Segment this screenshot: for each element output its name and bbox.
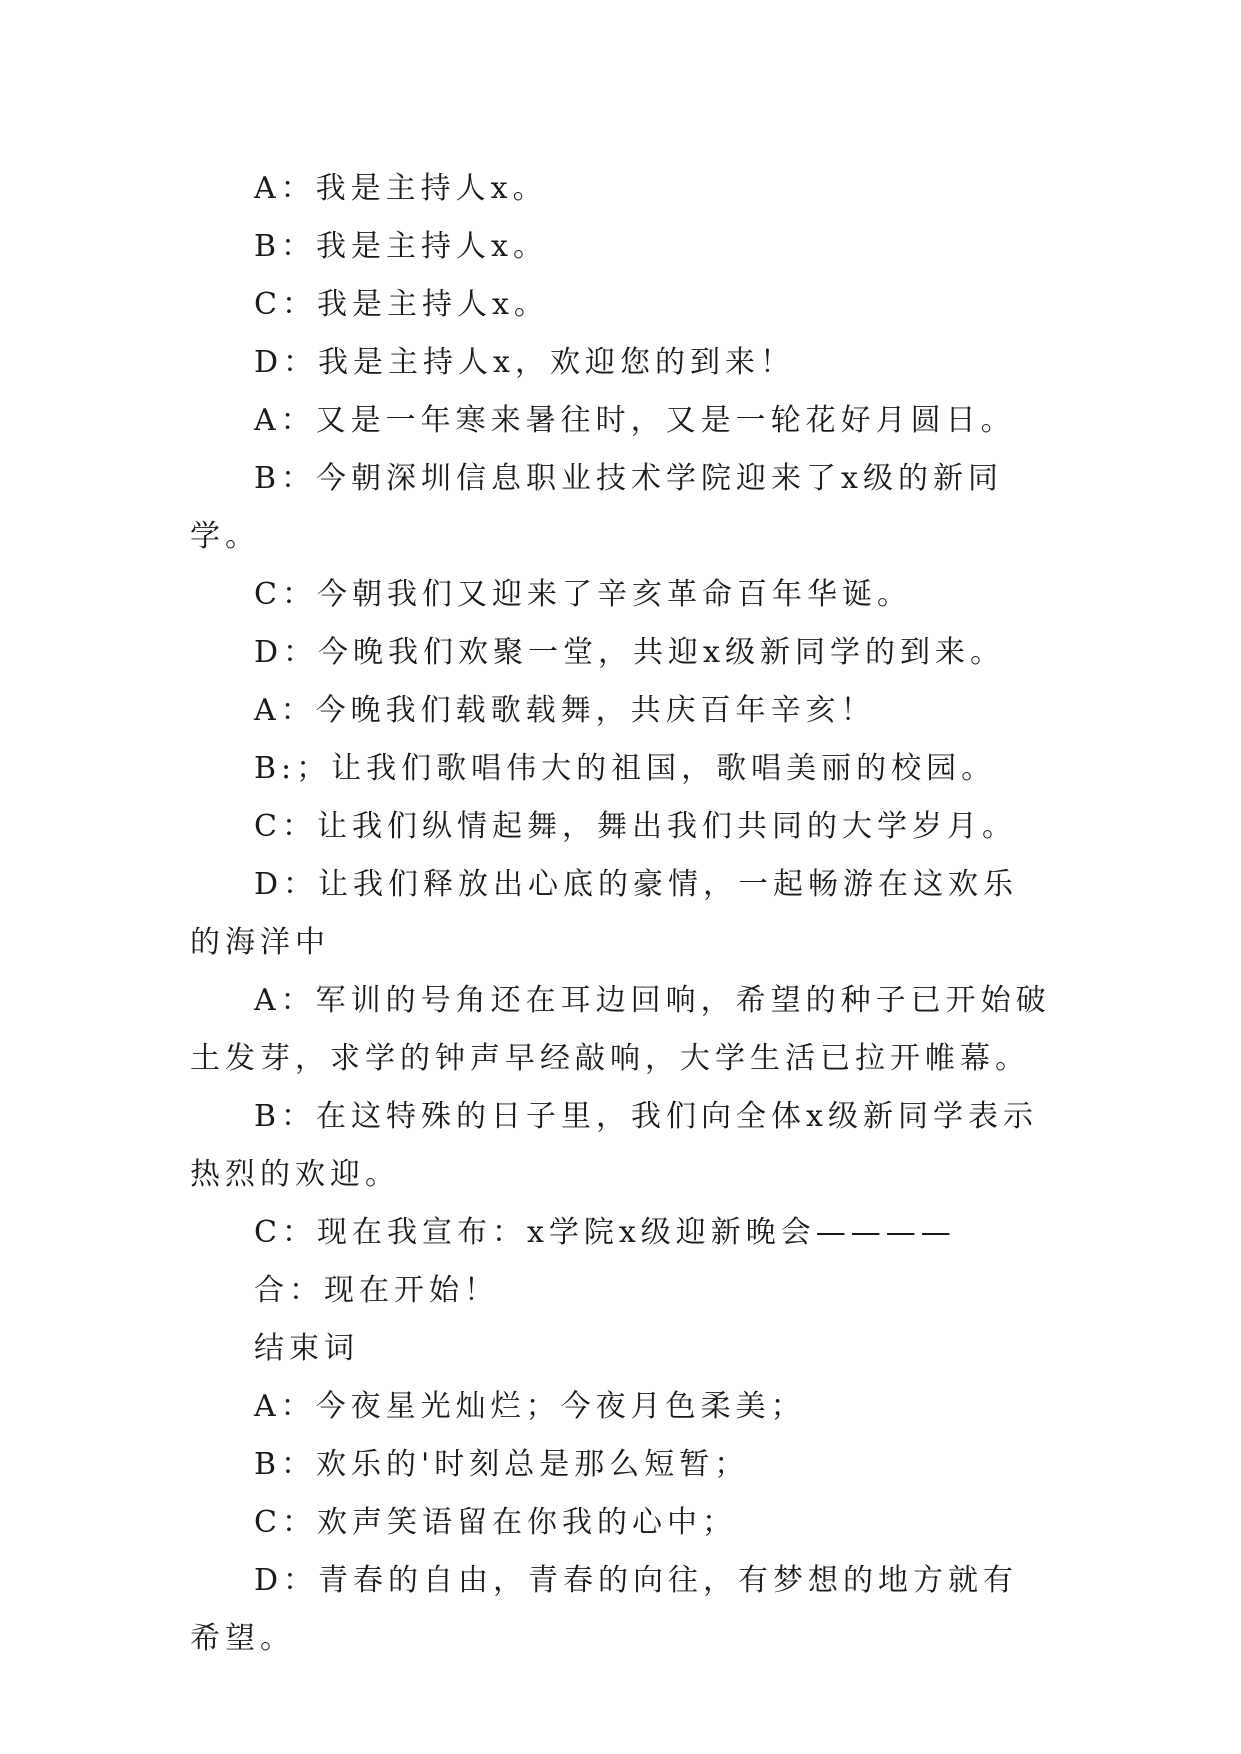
- paragraph: A：又是一年寒来暑往时，又是一轮花好月圆日。: [254, 403, 1016, 438]
- paragraph: B：在这特殊的日子里，我们向全体x级新同学表示热烈的欢迎。: [190, 1099, 1038, 1192]
- paragraph: C：让我们纵情起舞，舞出我们共同的大学岁月。: [254, 809, 1017, 844]
- paragraph: 合：现在开始！: [254, 1273, 499, 1308]
- paragraph: C：我是主持人x。: [254, 287, 549, 322]
- paragraph: A：我是主持人x。: [254, 171, 548, 206]
- paragraph: B：我是主持人x。: [254, 229, 548, 264]
- paragraph: A：军训的号角还在耳边回响，希望的种子已开始破土发芽，求学的钟声早经敲响，大学生活已拉开帷幕。: [190, 983, 1051, 1076]
- paragraph: B:；让我们歌唱伟大的祖国，歌唱美丽的校园。: [254, 751, 997, 786]
- paragraph: A：今夜星光灿烂；今夜月色柔美；: [254, 1389, 806, 1424]
- section-heading: 结束词: [254, 1331, 359, 1366]
- paragraph: D：我是主持人x，欢迎您的到来！: [254, 345, 795, 380]
- paragraph: B：欢乐的'时刻总是那么短暂；: [254, 1447, 750, 1482]
- paragraph: C：欢声笑语留在你我的心中；: [254, 1505, 737, 1540]
- document-body: [190, 160, 1052, 1668]
- paragraph: B：今朝深圳信息职业技术学院迎来了x级的新同学。: [190, 461, 1003, 554]
- paragraph: A：今晚我们载歌载舞，共庆百年辛亥！: [254, 693, 876, 728]
- paragraph: D：让我们释放出心底的豪情，一起畅游在这欢乐的海洋中: [190, 867, 1019, 960]
- paragraph: D：青春的自由，青春的向往，有梦想的地方就有希望。: [190, 1563, 1019, 1656]
- paragraph: C：今朝我们又迎来了辛亥革命百年华诞。: [254, 577, 912, 612]
- paragraph: D：今晚我们欢聚一堂，共迎x级新同学的到来。: [254, 635, 1005, 670]
- paragraph: C：现在我宣布：x学院x级迎新晚会————: [254, 1215, 956, 1250]
